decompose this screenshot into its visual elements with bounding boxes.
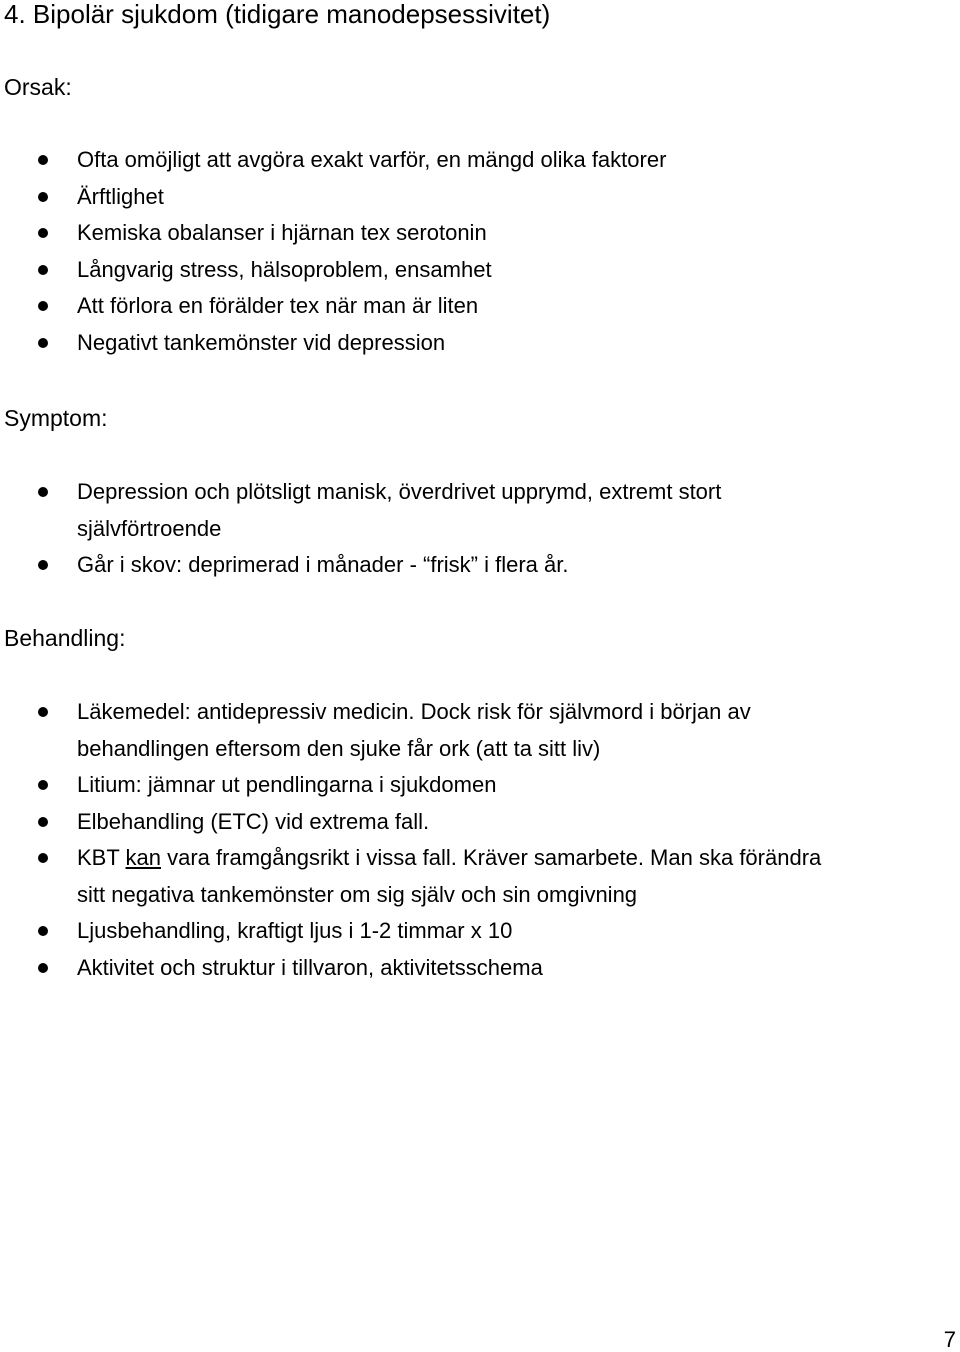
bullet-icon — [38, 155, 48, 165]
list-item — [0, 804, 960, 841]
text-run: KBT — [77, 845, 126, 870]
list-item-text: Långvarig stress, hälsoproblem, ensamhet — [77, 256, 492, 282]
list-item-text-continued: behandlingen eftersom den sjuke får ork (att ta sitt liv) — [77, 735, 601, 761]
orsak-list — [0, 142, 960, 361]
list-item-text: Ljusbehandling, kraftigt ljus i 1-2 timmar x 10 — [77, 918, 513, 943]
bullet-icon — [38, 338, 48, 348]
list-item-text: Går i skov: deprimerad i månader - “frisk” i flera år. — [77, 552, 569, 577]
section-heading-behandling: Behandling: — [4, 625, 126, 651]
bullet-icon — [38, 817, 48, 827]
list-item — [0, 179, 960, 216]
list-item-text: Depression och plötsligt manisk, överdrivet upprymd, extremt stort — [77, 479, 722, 504]
list-item-text: Ofta omöjligt att avgöra exakt varför, en mängd olika faktorer — [77, 147, 667, 172]
bullet-icon — [38, 265, 48, 275]
behandling-list — [0, 694, 960, 986]
text-run: vara framgångsrikt i vissa fall. Kräver samarbete. Man ska förändra — [161, 845, 822, 870]
bullet-icon — [38, 228, 48, 238]
underlined-word: kan — [125, 845, 161, 870]
list-item — [0, 694, 960, 767]
bullet-icon — [38, 192, 48, 202]
section-heading-orsak: Orsak: — [4, 74, 72, 100]
list-item — [0, 474, 960, 547]
list-item-text-continued: sitt negativa tankemönster om sig själv och sin omgivning — [77, 881, 638, 907]
bullet-icon — [38, 560, 48, 570]
list-item-text-continued: självförtroende — [77, 515, 222, 541]
list-item — [0, 840, 960, 913]
list-item-text: Ärftlighet — [77, 183, 164, 209]
bullet-icon — [38, 707, 48, 717]
list-item-text: Att förlora en förälder tex när man är liten — [77, 293, 479, 318]
list-item-text: Kemiska obalanser i hjärnan tex serotonin — [77, 220, 487, 245]
bullet-icon — [38, 301, 48, 311]
bullet-icon — [38, 963, 48, 973]
section-heading-symptom: Symptom: — [4, 405, 108, 431]
list-item — [0, 913, 960, 950]
list-item — [0, 142, 960, 179]
list-item-text: Negativt tankemönster vid depression — [77, 329, 446, 355]
bullet-icon — [38, 926, 48, 936]
list-item — [0, 767, 960, 804]
list-item — [0, 325, 960, 362]
bullet-icon — [38, 487, 48, 497]
list-item-text: Aktivitet och struktur i tillvaron, aktivitetsschema — [77, 954, 543, 980]
page-number: 7 — [943, 1327, 956, 1352]
list-item-text: Läkemedel: antidepressiv medicin. Dock risk för självmord i början av — [77, 699, 751, 724]
list-item — [0, 252, 960, 289]
list-item-text: Litium: jämnar ut pendlingarna i sjukdomen — [77, 772, 497, 797]
list-item — [0, 288, 960, 325]
list-item — [0, 547, 960, 584]
document-title: 4. Bipolär sjukdom (tidigare manodepsessivitet) — [4, 0, 551, 29]
bullet-icon — [38, 853, 48, 863]
bullet-icon — [38, 780, 48, 790]
symptom-list — [0, 474, 960, 584]
list-item-text — [77, 840, 960, 877]
list-item — [0, 215, 960, 252]
list-item — [0, 950, 960, 987]
list-item-text: Elbehandling (ETC) vid extrema fall. — [77, 808, 430, 834]
